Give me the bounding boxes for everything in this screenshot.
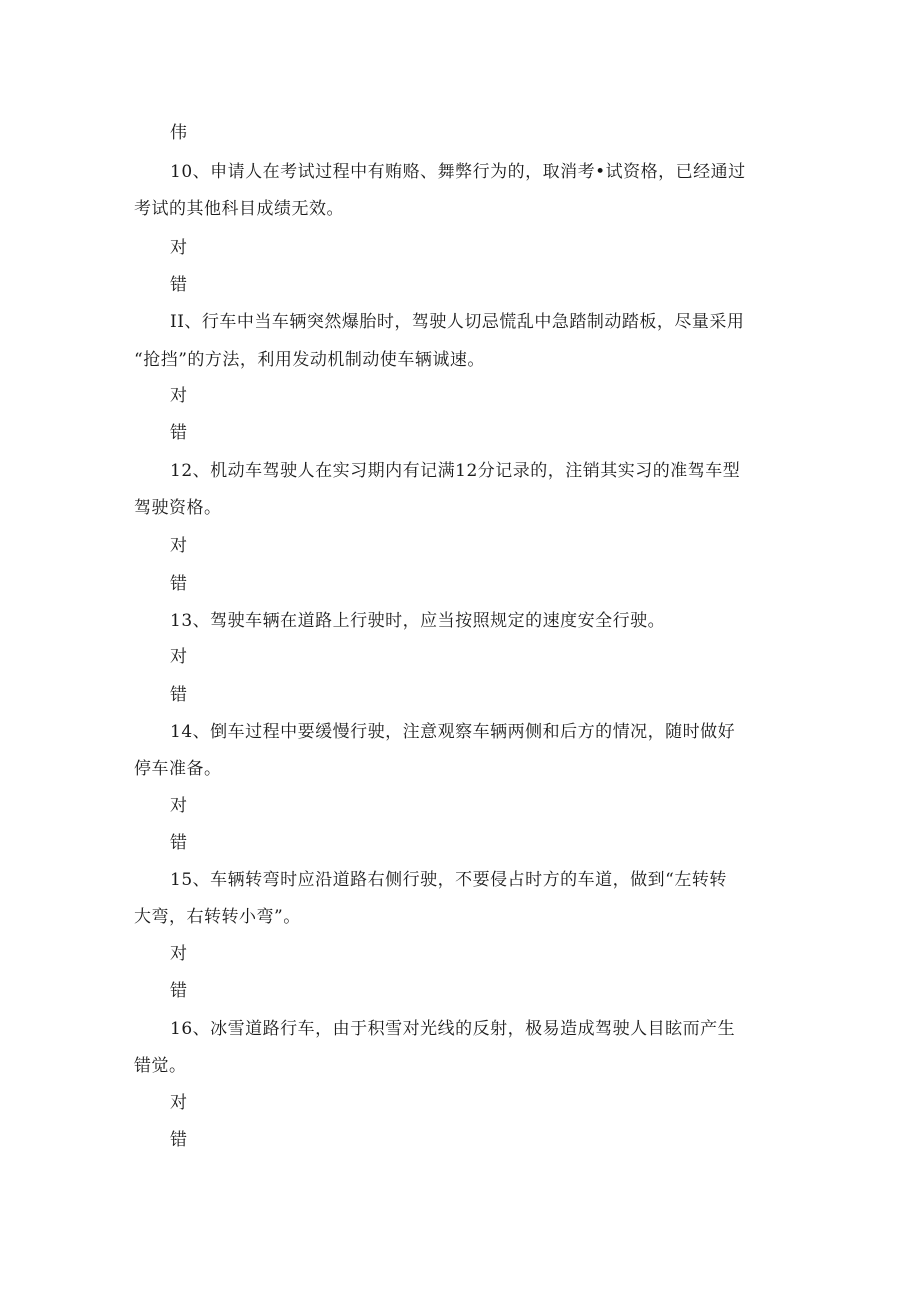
option-true: 对 — [170, 536, 188, 556]
option-false: 错 — [170, 423, 188, 443]
option-false: 错 — [170, 833, 188, 853]
question-16-line-2: 错觉。 — [134, 1056, 187, 1076]
option-false: 错 — [170, 275, 188, 295]
option-true: 对 — [170, 238, 188, 258]
option-false: 错 — [170, 1130, 188, 1150]
question-12-line-1: 12、机动车驾驶人在实习期内有记满12分记录的，注销其实习的准驾车型 — [170, 461, 741, 481]
question-11-line-1: II、行车中当车辆突然爆胎时，驾驶人切忌慌乱中急踏制动踏板，尽量采用 — [170, 312, 745, 332]
option-true: 对 — [170, 944, 188, 964]
question-16-line-1: 16、冰雪道路行车，由于积雪对光线的反射，极易造成驾驶人目眩而产生 — [170, 1019, 736, 1039]
option-true: 对 — [170, 386, 188, 406]
question-15-line-2: 大弯，右转转小弯”。 — [134, 907, 301, 927]
question-11-line-2: “抢挡”的方法，利用发动机制动使车辆诚速。 — [134, 350, 485, 370]
option-true: 对 — [170, 796, 188, 816]
question-14-line-1: 14、倒车过程中要缓慢行驶，注意观察车辆两侧和后方的情况，随时做好 — [170, 722, 736, 742]
question-15-line-1: 15、车辆转弯时应沿道路右侧行驶，不要侵占时方的车道，做到“左转转 — [170, 870, 727, 890]
option-true: 对 — [170, 1093, 188, 1113]
option-false: 错 — [170, 574, 188, 594]
option-false: 错 — [170, 981, 188, 1001]
question-13-line-1: 13、驾驶车辆在道路上行驶时，应当按照规定的速度安全行驶。 — [170, 611, 666, 631]
answer-fragment: 伟 — [170, 123, 188, 143]
question-10-line-2: 考试的其他科目成绩无效。 — [134, 199, 344, 219]
option-true: 对 — [170, 647, 188, 667]
option-false: 错 — [170, 685, 188, 705]
question-10-line-1: 10、申请人在考试过程中有贿赂、舞弊行为的，取消考•试资格，已经通过 — [170, 162, 746, 182]
question-14-line-2: 停车准备。 — [134, 759, 222, 779]
question-12-line-2: 驾驶资格。 — [134, 498, 222, 518]
